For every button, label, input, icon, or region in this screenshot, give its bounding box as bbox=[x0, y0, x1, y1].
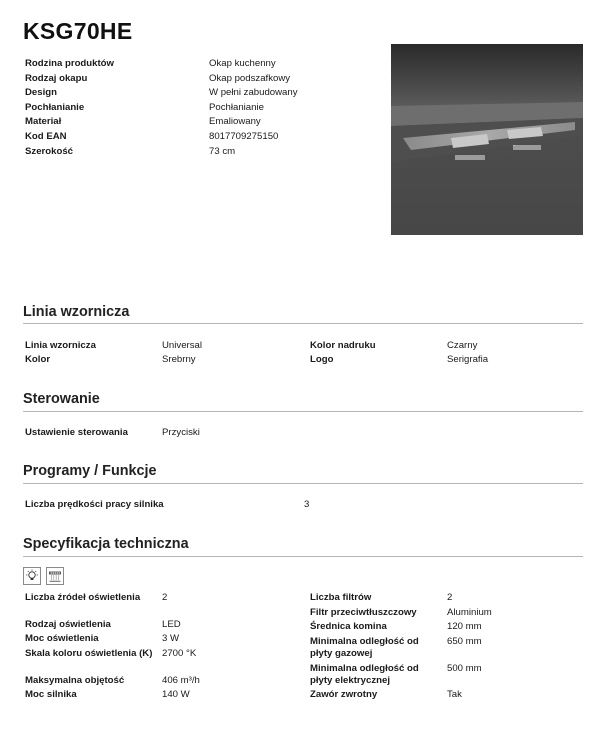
section-title-sterowanie: Sterowanie bbox=[23, 391, 100, 407]
ustawienie-sterowania-label: Ustawienie sterowania bbox=[25, 427, 128, 438]
odleglosc-elektryczna-value: 500 mm bbox=[447, 663, 482, 674]
spec-value: 8017709275150 bbox=[209, 130, 279, 142]
liczba-zrodel-label: Liczba źródeł oświetlenia bbox=[25, 592, 141, 603]
zawor-zwrotny-label: Zawór zwrotny bbox=[310, 689, 378, 700]
section-divider bbox=[23, 323, 583, 324]
skala-koloru-value: 2700 °K bbox=[162, 648, 197, 659]
odleglosc-elektryczna-label: Minimalna odległość od płyty elektrycznej bbox=[310, 663, 419, 686]
grease-filter-icon bbox=[46, 567, 64, 585]
spec-value: Okap kuchenny bbox=[209, 58, 276, 69]
maksymalna-objetosc-label: Maksymalna objętość bbox=[25, 675, 125, 686]
kolor-label: Kolor bbox=[25, 354, 51, 365]
kolor-nadruku-value: Czarny bbox=[447, 340, 478, 351]
spec-label: Pochłanianie bbox=[25, 101, 85, 113]
section-title-linia: Linia wzornicza bbox=[23, 304, 130, 320]
filtr-value: Aluminium bbox=[447, 607, 492, 618]
spec-row bbox=[25, 130, 365, 145]
spec-label: Kod EAN bbox=[25, 130, 67, 142]
spec-row bbox=[25, 72, 365, 87]
odleglosc-gaz-label: Minimalna odległość od płyty gazowej bbox=[310, 636, 419, 659]
section-divider bbox=[23, 411, 583, 412]
spec-label: Design bbox=[25, 87, 57, 99]
linia-value: Universal bbox=[162, 340, 202, 351]
product-photo bbox=[391, 44, 583, 235]
maksymalna-objetosc-value: 406 m³/h bbox=[162, 675, 200, 686]
spec-row bbox=[25, 101, 365, 116]
liczba-filtrow-value: 2 bbox=[447, 592, 453, 603]
srednica-komina-value: 120 mm bbox=[447, 621, 482, 632]
liczba-predkosci-label: Liczba prędkości pracy silnika bbox=[25, 499, 164, 510]
ustawienie-sterowania-value: Przyciski bbox=[162, 427, 200, 438]
spec-value: Emaliowany bbox=[209, 116, 261, 128]
odleglosc-gaz-value: 650 mm bbox=[447, 636, 482, 647]
spec-row bbox=[25, 145, 365, 160]
srednica-komina-label: Średnica komina bbox=[310, 621, 387, 632]
spec-row bbox=[25, 57, 365, 72]
spec-value: Pochłanianie bbox=[209, 101, 264, 113]
spec-label: Szerokość bbox=[25, 145, 73, 157]
spec-row bbox=[25, 115, 365, 130]
moc-oswietlenia-label: Moc oświetlenia bbox=[25, 633, 99, 644]
liczba-filtrow-label: Liczba filtrów bbox=[310, 592, 372, 603]
section-divider bbox=[23, 483, 583, 484]
logo-value: Serigrafia bbox=[447, 354, 489, 365]
range-hood-image bbox=[391, 44, 583, 235]
logo-label: Logo bbox=[310, 354, 334, 365]
liczba-zrodel-value: 2 bbox=[162, 592, 168, 603]
spec-label: Rodzina produktów bbox=[25, 58, 114, 69]
lightbulb-icon bbox=[23, 567, 41, 585]
liczba-predkosci-value: 3 bbox=[304, 499, 310, 510]
zawor-zwrotny-value: Tak bbox=[447, 689, 462, 700]
product-spec-list bbox=[25, 57, 365, 159]
spec-row bbox=[25, 86, 365, 101]
section-title-specyfikacja: Specyfikacja techniczna bbox=[23, 536, 189, 552]
kolor-value: Srebrny bbox=[162, 354, 196, 365]
moc-silnika-value: 140 W bbox=[162, 689, 190, 700]
spec-label: Rodzaj okapu bbox=[25, 72, 88, 84]
rodzaj-oswietlenia-label: Rodzaj oświetlenia bbox=[25, 619, 111, 630]
section-title-programy: Programy / Funkcje bbox=[23, 463, 157, 479]
filtr-label: Filtr przeciwtłuszczowy bbox=[310, 607, 417, 618]
moc-oswietlenia-value: 3 W bbox=[162, 633, 180, 644]
skala-koloru-label: Skala koloru oświetlenia (K) bbox=[25, 648, 153, 659]
product-title: KSG70HE bbox=[23, 18, 133, 44]
section-divider bbox=[23, 556, 583, 557]
rodzaj-oswietlenia-value: LED bbox=[162, 619, 181, 630]
spec-value: 73 cm bbox=[209, 145, 236, 157]
feature-icons bbox=[23, 567, 64, 585]
linia-label: Linia wzornicza bbox=[25, 340, 96, 351]
kolor-nadruku-label: Kolor nadruku bbox=[310, 340, 376, 351]
spec-label: Materiał bbox=[25, 116, 62, 128]
spec-value: W pełni zabudowany bbox=[209, 87, 298, 99]
spec-value: Okap podszafkowy bbox=[209, 72, 291, 84]
moc-silnika-label: Moc silnika bbox=[25, 689, 77, 700]
